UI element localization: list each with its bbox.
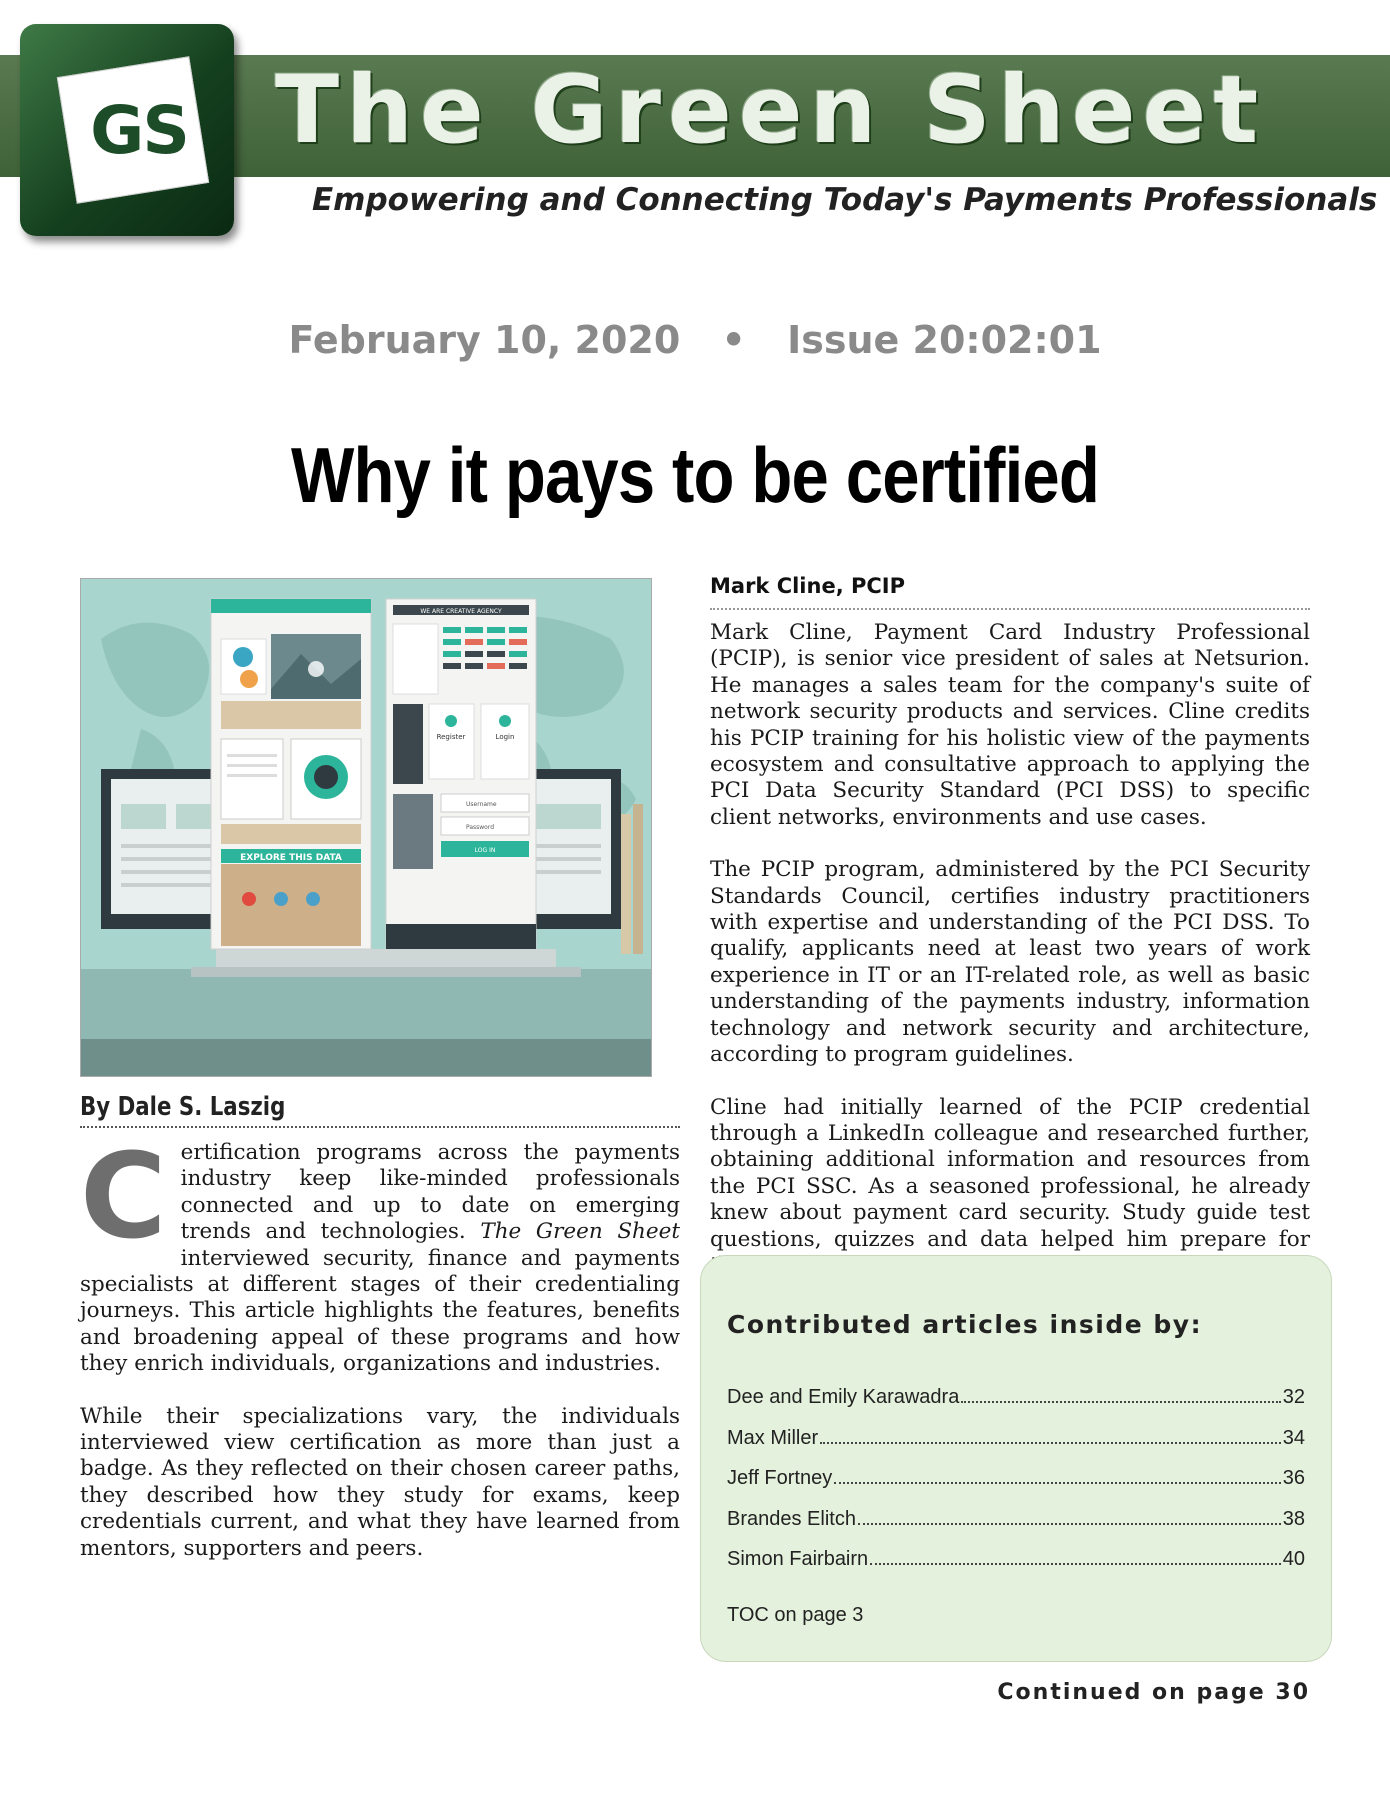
- logo-text: GS: [90, 92, 188, 169]
- gs-logo: [20, 24, 234, 236]
- publication-title: The Green Sheet: [275, 56, 1266, 165]
- contributed-list: [727, 1386, 1305, 1589]
- issue-date: February 10, 2020: [288, 318, 681, 362]
- article-headline: Why it pays to be certified: [291, 431, 1099, 519]
- contributor-page: 34: [1282, 1426, 1305, 1449]
- section-subhead: Mark Cline, PCIP: [710, 574, 1310, 610]
- left-p1-part-b: interviewed security, finance and payments specialists at different stages of their credentialing journeys. This article highlights the features, benefits and broadening appeal of these programs and how they enrich individuals, organizations and industries.: [80, 1245, 680, 1377]
- article-illustration: [80, 578, 652, 1077]
- right-paragraph-3: Cline had initially learned of the PCIP credential through a LinkedIn colleague and researched further, obtaining additional information and resources from the PCI SSC. As a seasoned professional, he already knew about payment card security. Study guide test questions, quizzes and data helped him prepare for: [710, 1094, 1310, 1252]
- contributed-item[interactable]: [727, 1427, 1305, 1468]
- illus-username: Username: [466, 801, 497, 808]
- left-paragraph-1: [80, 1127, 680, 1378]
- issue-line: [0, 318, 1390, 362]
- contributed-item[interactable]: [727, 1467, 1305, 1508]
- contributed-item[interactable]: [727, 1548, 1305, 1589]
- illus-banner-text: EXPLORE THIS DATA: [240, 853, 342, 863]
- publication-tagline: Empowering and Connecting Today's Payments Professionals: [312, 182, 1378, 218]
- dot-leader: [870, 1563, 1281, 1565]
- contributor-name: Jeff Fortney: [727, 1467, 833, 1489]
- contributor-name: Brandes Elitch: [727, 1507, 856, 1530]
- dot-leader: [820, 1442, 1281, 1444]
- dropcap: C: [80, 1127, 167, 1265]
- byline-text: By Dale S. Laszig: [80, 1092, 286, 1122]
- contributed-heading: Contributed articles inside by:: [727, 1310, 1203, 1339]
- illus-screen-header: WE ARE CREATIVE AGENCY: [420, 608, 502, 615]
- contributor-page: 36: [1282, 1467, 1305, 1489]
- toc-note[interactable]: TOC on page 3: [727, 1604, 864, 1626]
- issue-number: Issue 20:02:01: [787, 318, 1102, 362]
- contributed-articles-box: [700, 1255, 1332, 1662]
- right-column: [710, 620, 1310, 1305]
- illus-register: Register: [436, 733, 466, 741]
- dot-leader: [834, 1482, 1281, 1484]
- contributed-item[interactable]: [727, 1386, 1305, 1427]
- contributor-page: 40: [1282, 1548, 1305, 1570]
- contributor-name: Dee and Emily Karawadra: [727, 1386, 960, 1408]
- contributor-name: Max Miller: [727, 1426, 819, 1449]
- right-paragraph-1: Mark Cline, Payment Card Industry Professional (PCIP), is senior vice president of sales at Netsurion. He manages a sales team for the company's suite of network security products and services. Cline credits his PCIP training for his holistic view of the payments ecosystem and consultative approach to applying the PCI Data Security Standard (PCI DSS) to specific client networks, environments and use cases.: [710, 620, 1310, 830]
- issue-separator: •: [721, 318, 746, 362]
- illus-password: Password: [466, 824, 495, 831]
- illustration-svg: [81, 579, 651, 1076]
- contributor-page: 32: [1282, 1386, 1305, 1408]
- left-paragraph-2: While their specializations vary, the individuals interviewed view certification as more than just a badge. As they reflected on their chosen career paths, they described how they study for exams, keep credentials current, and what they have learned from mentors, supporters and peers.: [80, 1403, 680, 1561]
- illus-login: Login: [495, 733, 515, 741]
- contributed-item[interactable]: [727, 1508, 1305, 1549]
- publication-name-italic: The Green Sheet: [480, 1219, 680, 1245]
- byline: [80, 1092, 680, 1128]
- right-paragraph-2: The PCIP program, administered by the PCI Security Standards Council, certifies industry practitioners with expertise and understanding of the PCI DSS. To qualify, applicants need at least two years of work experience in IT or an IT-related role, as well as basic understanding of the payments industry, information technology and network security and architecture, according to program guidelines.: [710, 857, 1310, 1068]
- illus-login-button: LOG IN: [474, 847, 496, 854]
- dot-leader: [961, 1401, 1280, 1403]
- contributor-page: 38: [1282, 1507, 1305, 1530]
- left-column: [80, 1127, 680, 1588]
- contributor-name: Simon Fairbairn: [727, 1548, 869, 1570]
- dot-leader: [858, 1523, 1281, 1525]
- continued-link[interactable]: Continued on page 30: [997, 1680, 1310, 1705]
- left-p1-part-a: ertification programs across the payments industry keep like-minded professionals connected and up to date on emerging trends and technologies.: [180, 1140, 680, 1245]
